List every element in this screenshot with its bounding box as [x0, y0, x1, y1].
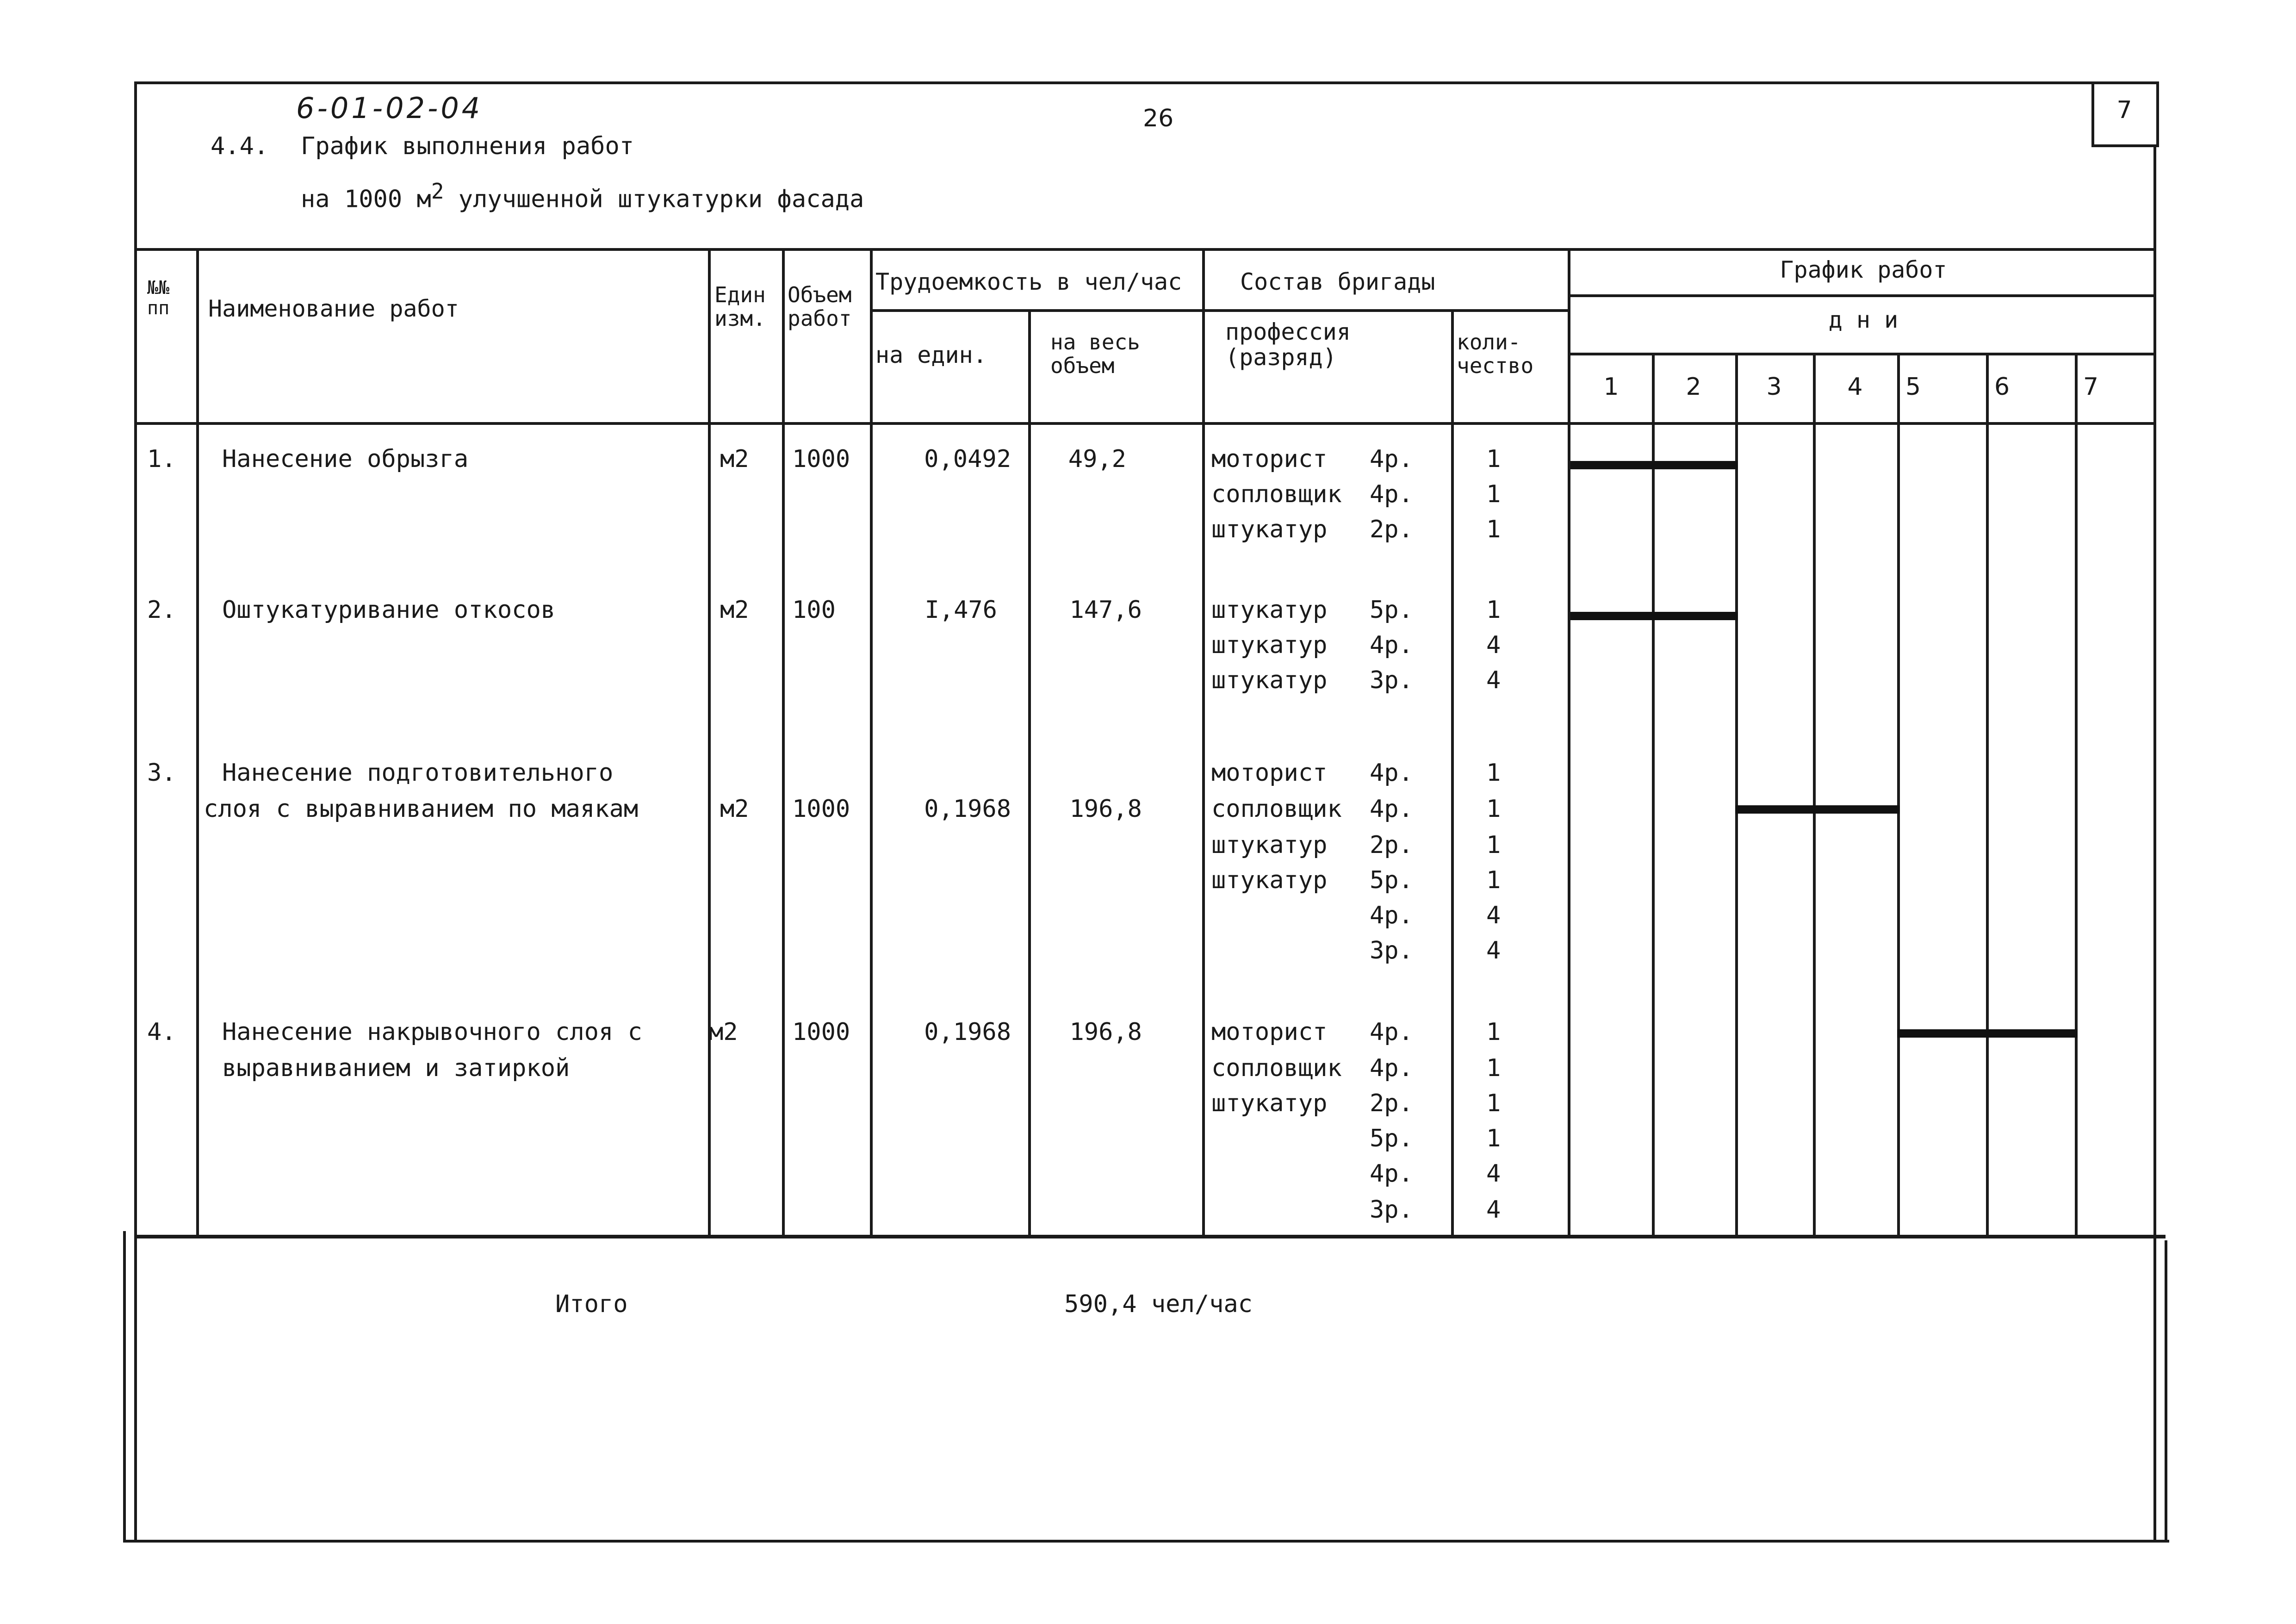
row2-grade-3: 3р.	[1370, 666, 1413, 694]
body-bottom-line	[134, 1235, 2166, 1238]
day-sep-4	[1897, 353, 1900, 1238]
col-sep-count	[1568, 248, 1570, 1238]
frame-bottom	[124, 1540, 2169, 1543]
row1-volume: 1000	[792, 445, 850, 473]
row3-count-4: 1	[1486, 866, 1501, 894]
col-header-unit: Един изм.	[714, 282, 766, 331]
row3-grade-2: 4р.	[1370, 795, 1413, 823]
row4-count-1: 1	[1486, 1018, 1501, 1046]
sheet-number: 7	[2116, 96, 2132, 124]
row4-count-5: 4	[1486, 1160, 1501, 1188]
row2-grade-1: 5р.	[1370, 596, 1413, 624]
row4-grade-5: 4р.	[1370, 1160, 1413, 1188]
row4-count-3: 1	[1486, 1089, 1501, 1117]
row4-count-4: 1	[1486, 1125, 1501, 1152]
row1-profession-2: сопловщик	[1211, 480, 1342, 508]
row1-total: 49,2	[1068, 445, 1126, 473]
row2-count-3: 4	[1486, 666, 1501, 694]
row1-count-1: 1	[1486, 445, 1501, 473]
table-top-line	[134, 248, 2156, 251]
day-number-7: 7	[2083, 373, 2099, 401]
row3-grade-6: 3р.	[1370, 937, 1413, 964]
row3-count-5: 4	[1486, 902, 1501, 929]
row2-grade-2: 4р.	[1370, 631, 1413, 659]
row3-profession-2: сопловщик	[1211, 795, 1342, 823]
row4-grade-4: 5р.	[1370, 1125, 1413, 1152]
row4-per-unit: 0,1968	[924, 1018, 1011, 1046]
row2-count-2: 4	[1486, 631, 1501, 659]
row4-grade-1: 4р.	[1370, 1018, 1413, 1046]
col-sep-profession	[1451, 309, 1454, 1238]
day-number-2: 2	[1686, 373, 1701, 401]
row3-grade-5: 4р.	[1370, 902, 1413, 929]
row3-grade-4: 5р.	[1370, 866, 1413, 894]
col-sep-unit	[782, 248, 785, 1238]
frame-right	[2153, 81, 2156, 1543]
row4-total: 196,8	[1069, 1018, 1142, 1046]
row1-grade-3: 2р.	[1370, 516, 1413, 543]
row4-grade-3: 2р.	[1370, 1089, 1413, 1117]
row2-unit: м2	[720, 596, 749, 624]
row3-count-2: 1	[1486, 795, 1501, 823]
frame-left-lower	[123, 1231, 126, 1543]
frame-top	[134, 81, 2156, 84]
gantt-bar-row1	[1570, 461, 1738, 469]
row1-profession-1: моторист	[1211, 445, 1328, 473]
header-bottom-line	[134, 422, 2156, 425]
row3-profession-4: штукатур	[1211, 866, 1328, 894]
row4-name-line2: выравниванием и затиркой	[222, 1054, 570, 1082]
row4-name-line1: Нанесение накрывочного слоя с	[222, 1018, 642, 1046]
day-number-5: 5	[1905, 373, 1921, 401]
day-sep-2	[1735, 353, 1738, 1238]
col-sep-labor-total	[1202, 248, 1205, 1238]
day-sep-5	[1986, 353, 1989, 1238]
row3-volume: 1000	[792, 795, 850, 823]
row4-profession-1: моторист	[1211, 1018, 1328, 1046]
col-header-labor-total: на весь объем	[1050, 330, 1140, 378]
row1-per-unit: 0,0492	[924, 445, 1011, 473]
day-sep-1	[1652, 353, 1655, 1238]
day-number-4: 4	[1847, 373, 1863, 401]
row4-profession-3: штукатур	[1211, 1089, 1328, 1117]
day-number-6: 6	[1994, 373, 2010, 401]
row4-num: 4.	[147, 1018, 176, 1046]
row2-profession-3: штукатур	[1211, 666, 1328, 694]
row3-profession-3: штукатур	[1211, 831, 1328, 859]
row1-count-3: 1	[1486, 516, 1501, 543]
row2-num: 2.	[147, 596, 176, 624]
row4-volume: 1000	[792, 1018, 850, 1046]
row2-name: Оштукатуривание откосов	[222, 596, 556, 624]
row3-per-unit: 0,1968	[924, 795, 1011, 823]
row1-grade-2: 4р.	[1370, 480, 1413, 508]
day-number-3: 3	[1766, 373, 1782, 401]
page-subtitle: на 1000 $м^2$ улучшенной штукатурки фасада	[301, 179, 864, 213]
row1-profession-3: штукатур	[1211, 516, 1328, 543]
row3-name-line1: Нанесение подготовительного	[222, 759, 614, 787]
col-header-profession: профессия (разряд)	[1225, 318, 1351, 371]
col-header-num: №№ пп	[147, 277, 170, 319]
row3-unit: м2	[720, 795, 749, 823]
gantt-bar-row4	[1897, 1029, 2078, 1038]
row3-count-1: 1	[1486, 759, 1501, 787]
row2-volume: 100	[792, 596, 836, 624]
col-header-days: д н и	[1828, 306, 1899, 333]
total-label: Итого	[555, 1290, 628, 1318]
col-header-labor: Трудоемкость в чел/час	[875, 268, 1182, 295]
col-header-name: Наименование работ	[208, 295, 459, 322]
labor-sub-line	[870, 309, 1203, 312]
gantt-bar-row2	[1570, 612, 1738, 620]
row4-count-2: 1	[1486, 1054, 1501, 1082]
day-sep-6	[2075, 353, 2078, 1238]
row3-count-3: 1	[1486, 831, 1501, 859]
row3-total: 196,8	[1069, 795, 1142, 823]
col-header-labor-unit: на един.	[875, 342, 987, 368]
total-value: 590,4 чел/час	[1064, 1290, 1253, 1318]
col-header-schedule: График работ	[1780, 256, 1947, 283]
col-sep-num	[196, 248, 199, 1238]
col-sep-volume	[870, 248, 873, 1238]
col-header-volume: Объем работ	[788, 282, 852, 331]
day-sep-3	[1813, 353, 1816, 1238]
row1-num: 1.	[147, 445, 176, 473]
page-title: График выполнения работ	[301, 132, 634, 160]
row1-grade-1: 4р.	[1370, 445, 1413, 473]
row3-num: 3.	[147, 759, 176, 787]
row4-grade-2: 4р.	[1370, 1054, 1413, 1082]
row3-grade-1: 4р.	[1370, 759, 1413, 787]
row4-profession-2: сопловщик	[1211, 1054, 1342, 1082]
row3-grade-3: 2р.	[1370, 831, 1413, 859]
row4-count-6: 4	[1486, 1196, 1501, 1224]
frame-right-lower	[2165, 1240, 2167, 1543]
page-number: 26	[1143, 105, 1174, 132]
gantt-bar-row3	[1735, 805, 1900, 814]
frame-left	[134, 81, 137, 1543]
row2-count-1: 1	[1486, 596, 1501, 624]
row2-profession-2: штукатур	[1211, 631, 1328, 659]
row3-count-6: 4	[1486, 937, 1501, 964]
col-header-crew: Состав бригады	[1240, 268, 1435, 295]
row4-unit: м2	[709, 1018, 738, 1046]
schedule-sub-line	[1568, 294, 2156, 297]
row4-grade-6: 3р.	[1370, 1196, 1413, 1224]
row2-per-unit: I,476	[925, 596, 997, 624]
row3-profession-1: моторист	[1211, 759, 1328, 787]
day-number-1: 1	[1603, 373, 1619, 401]
row2-profession-1: штукатур	[1211, 596, 1328, 624]
row1-name: Нанесение обрызга	[222, 445, 469, 473]
crew-sub-line	[1203, 309, 1569, 312]
col-header-count: коли- чество	[1457, 330, 1534, 378]
days-sub-line	[1568, 353, 2156, 355]
row3-name-line2: слоя с выравниванием по маякам	[204, 795, 639, 823]
row1-count-2: 1	[1486, 480, 1501, 508]
col-sep-name	[708, 248, 711, 1238]
row1-unit: м2	[720, 445, 749, 473]
section-number: 4.4.	[211, 132, 269, 160]
document-code: 6-01-02-04	[296, 91, 483, 125]
row2-total: 147,6	[1069, 596, 1142, 624]
